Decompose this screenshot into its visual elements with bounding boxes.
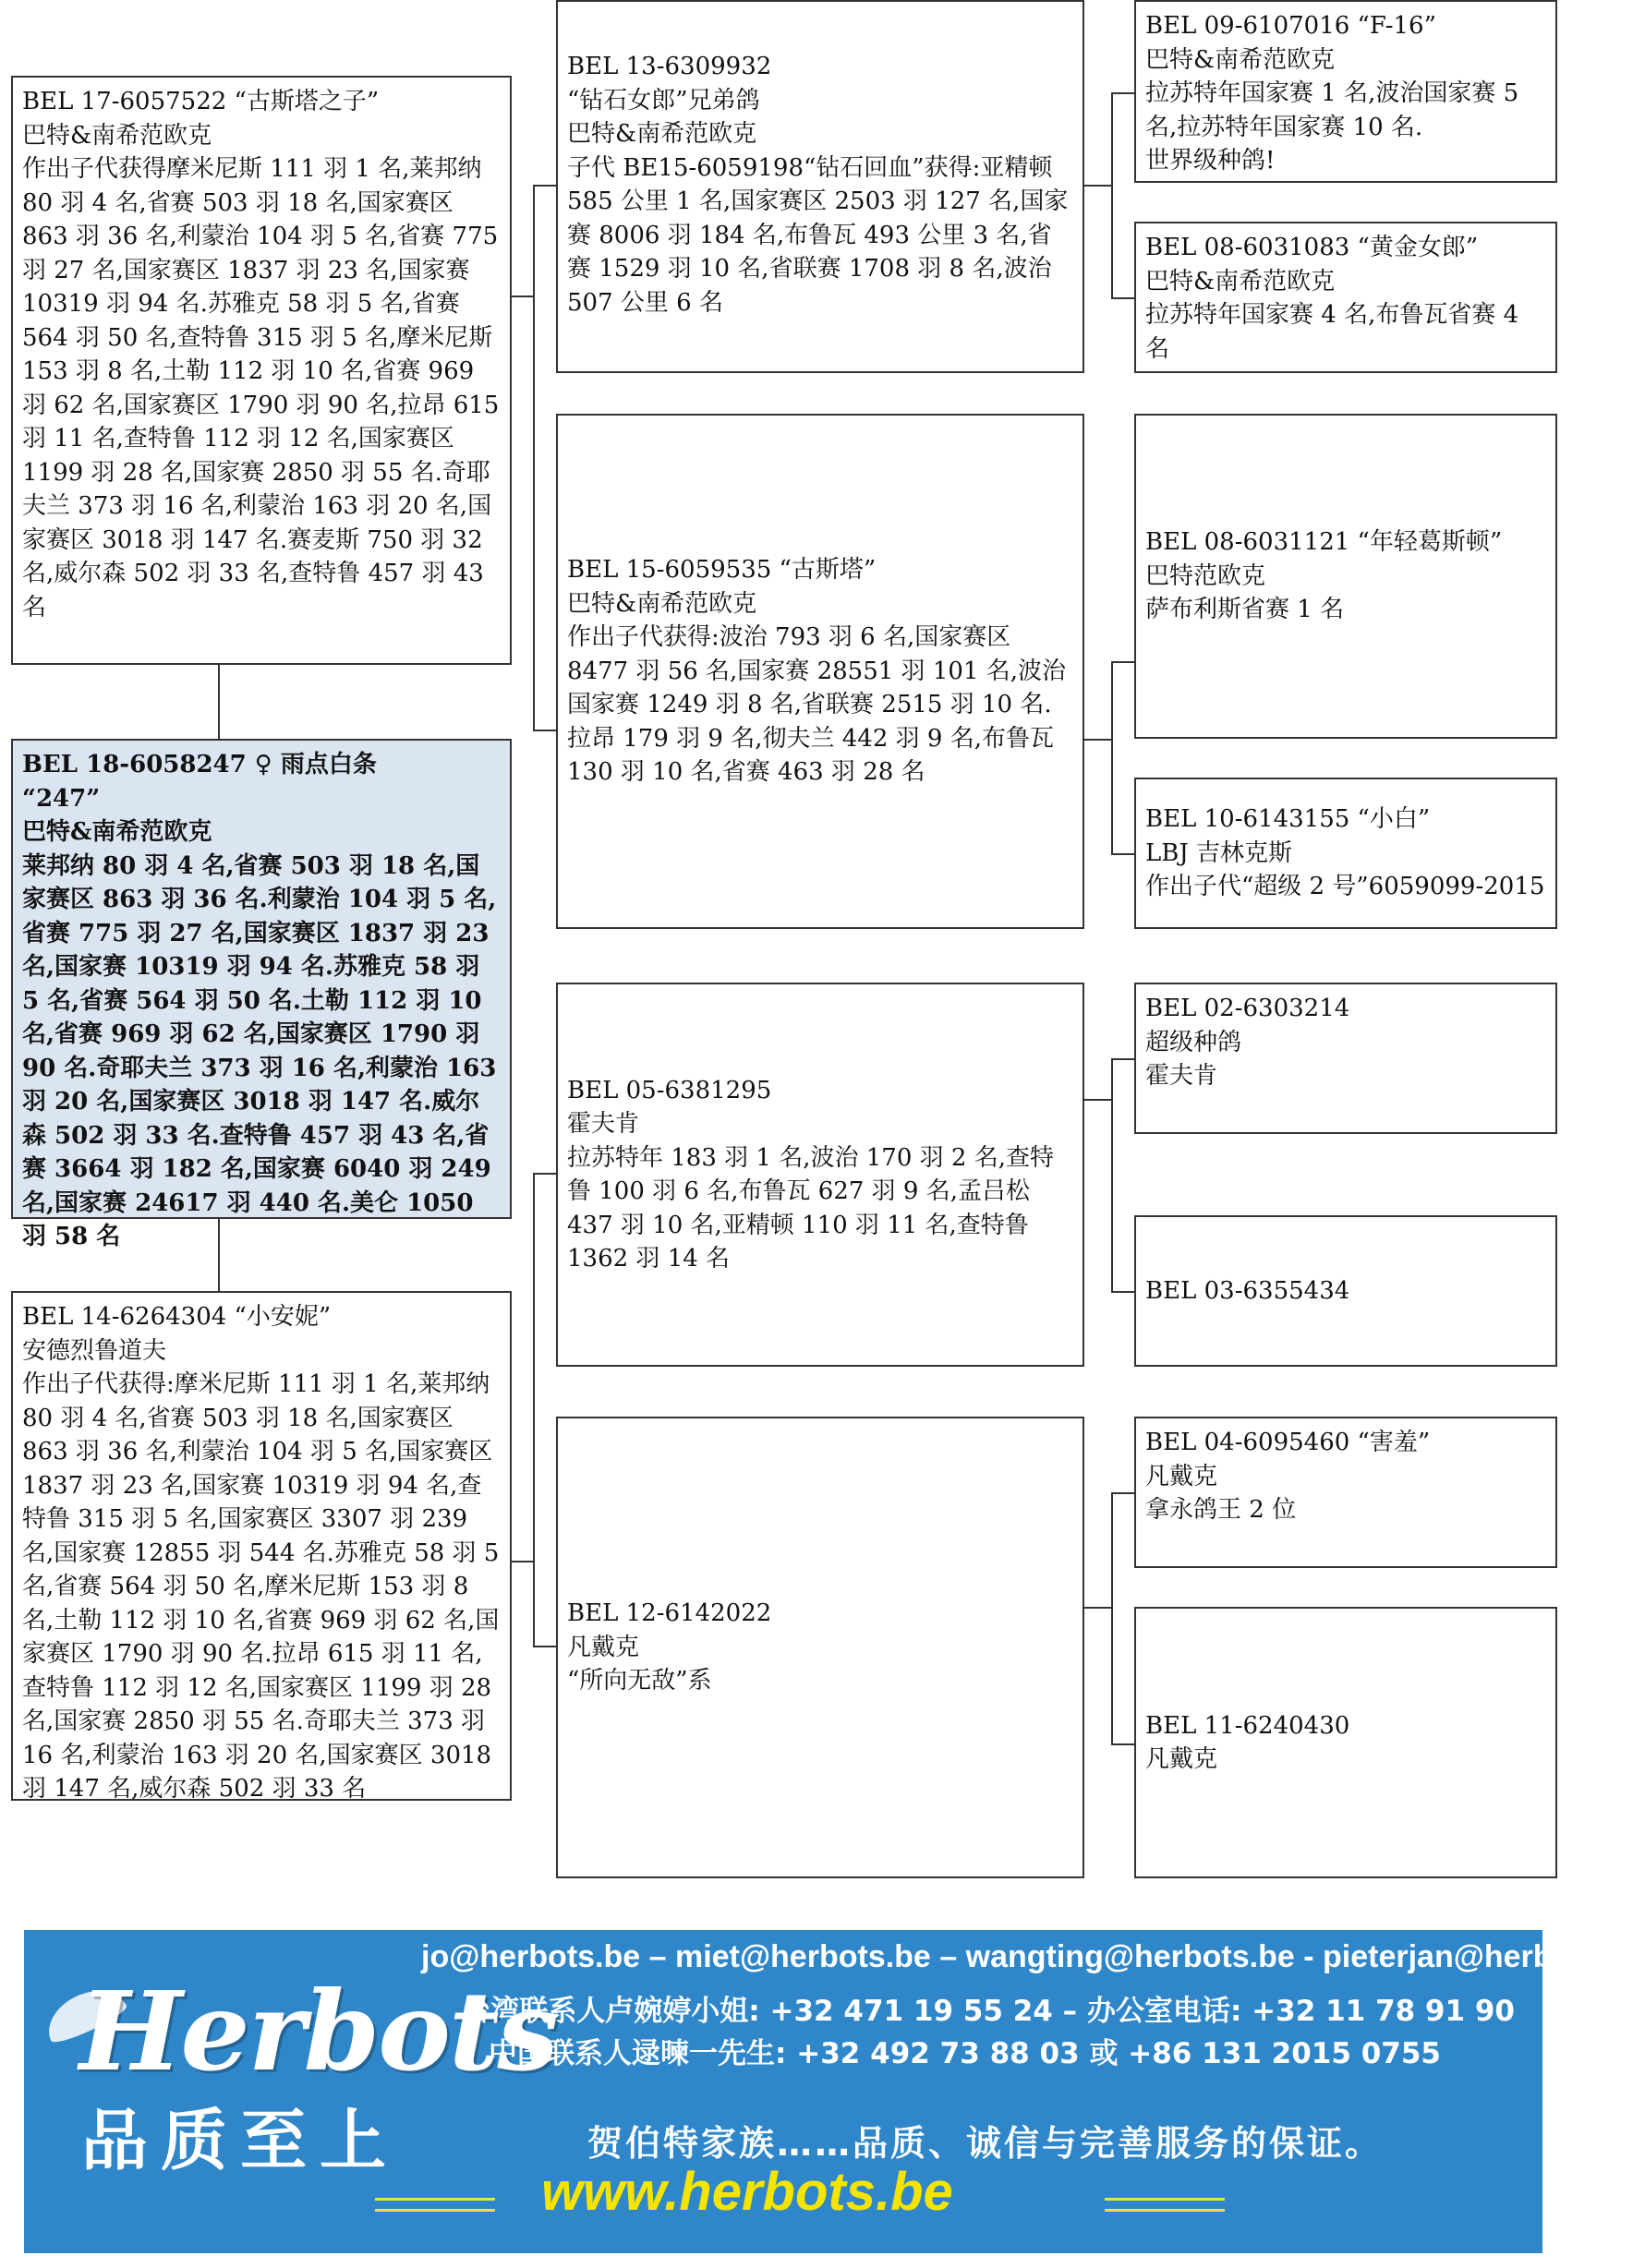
pedigree-line: 巴特&南希范欧克 xyxy=(1145,267,1336,296)
pedigree-dds xyxy=(1134,1417,1557,1568)
pedigree-line: “钻石女郎”兄弟鸽 xyxy=(567,86,760,115)
pedigree-line: 子代 BE15-6059198“钻石回血”获得:亚精顿 585 公里 1 名,国家赛区 2503 羽 127 名,国家赛 8006 羽 184 名,布鲁瓦 493 公里 3 名,省赛 1529 羽 10 名,省联赛 1708 羽 8 名,波治 507 公里 6 名 xyxy=(567,153,1069,317)
pedigree-line: BEL 11-6240430 xyxy=(1145,1711,1350,1740)
pedigree-line: 萨布利斯省赛 1 名 xyxy=(1145,596,1345,624)
pedigree-line: 霍夫肯 xyxy=(567,1110,640,1138)
connector xyxy=(512,296,534,297)
slogan: 贺伯特家族……品质、诚信与完善服务的保证。 xyxy=(587,2123,1384,2164)
pedigree-line: 巴特&南希范欧克 xyxy=(22,121,212,150)
pedigree-line: BEL 03-6355434 xyxy=(1145,1276,1350,1305)
pedigree-dam xyxy=(11,1291,512,1801)
pedigree-line: 莱邦纳 80 羽 4 名,省赛 503 羽 18 名,国家赛区 863 羽 36 名.利蒙治 104 羽 5 名,省赛 775 羽 27 名,国家赛区 1837 羽 23 名,国家赛 10319 羽 94 名.苏雅克 58 羽 5 名,省赛 564 羽 50 名.土勒 112 羽 10 名,省赛 969 羽 62 名,国家赛区 1790 羽 90 名.奇耶夫兰 373 羽 16 名,利蒙治 163 羽 20 名,国家赛区 3018 羽 147 名.威尔森 502 羽 33 名.查特鲁 457 羽 43 名,省赛 3664 羽 182 名,国家赛 6040 羽 249 名,国家赛 24617 羽 440 名.美仑 1050 羽 58 名 xyxy=(22,851,505,1250)
pedigree-line: BEL 05-6381295 xyxy=(567,1076,772,1104)
pedigree-line: 凡戴克 xyxy=(567,1633,640,1661)
connector xyxy=(533,730,556,731)
pedigree-line: 巴特&南希范欧克 xyxy=(1145,45,1336,74)
pedigree-line: 巴特&南希范欧克 xyxy=(22,818,212,846)
connector xyxy=(1084,1099,1112,1101)
connector xyxy=(1111,1291,1134,1293)
pedigree-line: 安德烈鲁道夫 xyxy=(22,1336,167,1365)
pedigree-line: 巴特范欧克 xyxy=(1145,561,1266,590)
website-link[interactable]: www.herbots.be xyxy=(541,2162,953,2222)
pedigree-dam-dam xyxy=(556,1417,1084,1878)
connector xyxy=(1084,739,1112,741)
pedigree-sdd xyxy=(1134,778,1557,929)
connector xyxy=(1084,1607,1112,1609)
pedigree-line: BEL 02-6303214 xyxy=(1145,995,1350,1022)
connector xyxy=(533,1646,556,1647)
pedigree-sss xyxy=(1134,0,1557,183)
pedigree-line: “247” xyxy=(22,784,101,813)
pedigree-line: 巴特&南希范欧克 xyxy=(567,589,757,618)
connector xyxy=(1084,185,1112,187)
pedigree-ssd xyxy=(1134,222,1557,373)
pedigree-sire xyxy=(11,76,512,665)
pedigree-line: BEL 09-6107016 “F-16” xyxy=(1145,12,1436,40)
connector xyxy=(1111,661,1134,663)
connector xyxy=(533,185,535,731)
pedigree-dam-sire xyxy=(556,983,1084,1367)
pedigree-line: 作出子代获得:波治 793 羽 6 名,国家赛区 8477 羽 56 名,国家赛 28551 羽 101 名,波治国家赛 1249 羽 8 名,省联赛 2515 羽 10 名.拉昂 179 羽 9 名,彻夫兰 442 羽 9 名,布鲁瓦 130 羽 10 名,省赛 463 羽 28 名 xyxy=(567,623,1066,787)
connector xyxy=(1111,1492,1134,1494)
pedigree-sds xyxy=(1134,414,1557,739)
pedigree-line: BEL 08-6031083 “黄金女郎” xyxy=(1145,234,1479,261)
herbots-logo: Herbots xyxy=(79,1967,557,2095)
divider-right-2 xyxy=(1105,2209,1225,2212)
pedigree-line: 拉苏特年国家赛 4 名,布鲁瓦省赛 4 名 xyxy=(1145,301,1527,363)
pedigree-line: 凡戴克 xyxy=(1145,1462,1218,1490)
divider-right xyxy=(1105,2198,1225,2201)
pedigree-line: 世界级种鸽! xyxy=(1145,147,1276,175)
connector xyxy=(1111,853,1134,855)
pedigree-line: BEL 14-6264304 “小安妮” xyxy=(22,1303,332,1331)
pedigree-line: BEL 08-6031121 “年轻葛斯顿” xyxy=(1145,528,1503,557)
pedigree-dss xyxy=(1134,983,1557,1134)
connector xyxy=(1111,92,1134,94)
connector xyxy=(218,665,220,739)
pedigree-line: BEL 15-6059535 “古斯塔” xyxy=(567,556,877,585)
pedigree-line: BEL 13-6309932 xyxy=(567,53,772,80)
connector xyxy=(1111,297,1134,299)
connector xyxy=(1111,1058,1113,1291)
pedigree-sire-sire xyxy=(556,0,1084,373)
pedigree-line: 霍夫肯 xyxy=(1145,1062,1218,1090)
footer-banner xyxy=(24,1930,1645,2253)
connector xyxy=(533,1173,535,1646)
pedigree-line: 作出子代获得:摩米尼斯 111 羽 1 名,莱邦纳 80 羽 4 名,省赛 503 羽 18 名,国家赛区 863 羽 36 名,利蒙治 104 羽 5 名,国家赛区 1837 羽 23 名,国家赛 10319 羽 94 名,查特鲁 315 羽 5 名,国家赛区 3307 羽 239 名,国家赛 12855 羽 544 名.苏雅克 58 羽 5 名,省赛 564 羽 50 名,摩米尼斯 153 羽 8 名,土勒 112 羽 10 名,省赛 969 羽 62 名,国家赛区 1790 羽 90 名.拉昂 615 羽 11 名,查特鲁 112 羽 12 名,国家赛区 1199 羽 28 名,国家赛 2850 羽 55 名.奇耶夫兰 373 羽 16 名,利蒙治 163 羽 20 名,国家赛区 3018 羽 147 名,威尔森 502 羽 33 名 xyxy=(22,1370,507,1803)
pedigree-line: BEL 18-6058247 ♀ 雨点白条 xyxy=(22,751,377,778)
pedigree-line: BEL 12-6142022 xyxy=(567,1599,772,1628)
pedigree-ddd xyxy=(1134,1607,1557,1878)
pedigree-line: 拉苏特年 183 羽 1 名,波治 170 羽 2 名,查特鲁 100 羽 6 名,布鲁瓦 627 羽 9 名,孟吕松 437 羽 10 名,亚精顿 110 羽 11 名,查特鲁 1362 羽 14 名 xyxy=(567,1143,1054,1273)
divider-left-2 xyxy=(375,2209,495,2212)
pedigree-line: BEL 04-6095460 “害羞” xyxy=(1145,1429,1431,1456)
pedigree-line: 作出子代获得摩米尼斯 111 羽 1 名,莱邦纳 80 羽 4 名,省赛 503 羽 18 名,国家赛区 863 羽 36 名,利蒙治 104 羽 5 名,省赛 775 羽 27 名,国家赛区 1837 羽 23 名,国家赛 10319 羽 94 名.苏雅克 58 羽 5 名,省赛 564 羽 50 名,查特鲁 315 羽 5 名,摩米尼斯 153 羽 8 名,土勒 112 羽 10 名,省赛 969 羽 62 名,国家赛区 1790 羽 90 名,拉昂 615 羽 11 名,查特鲁 112 羽 12 名,国家赛区 1199 羽 28 名,国家赛 2850 羽 55 名.奇耶夫兰 373 羽 16 名,利蒙治 163 羽 20 名,国家赛区 3018 羽 147 名.赛麦斯 750 羽 32 名,威尔森 502 羽 33 名,查特鲁 457 羽 43 名 xyxy=(22,155,507,621)
divider-left xyxy=(375,2198,495,2201)
pedigree-line: 超级种鸽 xyxy=(1145,1028,1242,1056)
connector xyxy=(533,185,556,187)
connector xyxy=(1111,1743,1134,1745)
pedigree-line: BEL 10-6143155 “小白” xyxy=(1145,805,1431,834)
pedigree-line: 巴特&南希范欧克 xyxy=(567,120,757,148)
pedigree-sire-dam xyxy=(556,414,1084,929)
pedigree-line: “所向无敌”系 xyxy=(567,1667,712,1695)
pedigree-line: BEL 17-6057522 “古斯塔之子” xyxy=(22,88,380,115)
pedigree-line: 作出子代“超级 2 号”6059099-2015 xyxy=(1145,873,1545,901)
connector xyxy=(218,1219,220,1291)
pedigree-dsd xyxy=(1134,1215,1557,1367)
logo-subtitle: 品质至上 xyxy=(81,2102,400,2179)
email-contacts[interactable]: jo@herbots.be – miet@herbots.be – wangting@herbots.be - pieterjan@herbots.be xyxy=(421,1939,1645,1974)
connector xyxy=(1111,661,1113,853)
connector xyxy=(1111,1058,1134,1060)
connector xyxy=(533,1173,556,1175)
connector xyxy=(1111,92,1113,297)
pedigree-line: 凡戴克 xyxy=(1145,1745,1218,1773)
connector xyxy=(1111,1492,1113,1743)
pedigree-line: LBJ 吉林克斯 xyxy=(1145,838,1293,867)
taiwan-contact: 台湾联系人卢婉婷小姐: +32 471 19 55 24 – 办公室电话: +32 11 78 91 90 xyxy=(462,1995,1515,2028)
connector xyxy=(512,1561,534,1562)
pedigree-line: 拿永鸽王 2 位 xyxy=(1145,1496,1297,1524)
pedigree-subject xyxy=(11,739,512,1250)
china-contact: 中国联系人逯暕一先生: +32 492 73 88 03 或 +86 131 2015 0755 xyxy=(489,2037,1441,2070)
pedigree-line: 拉苏特年国家赛 1 名,波治国家赛 5 名,拉苏特年国家赛 10 名. xyxy=(1145,79,1527,141)
